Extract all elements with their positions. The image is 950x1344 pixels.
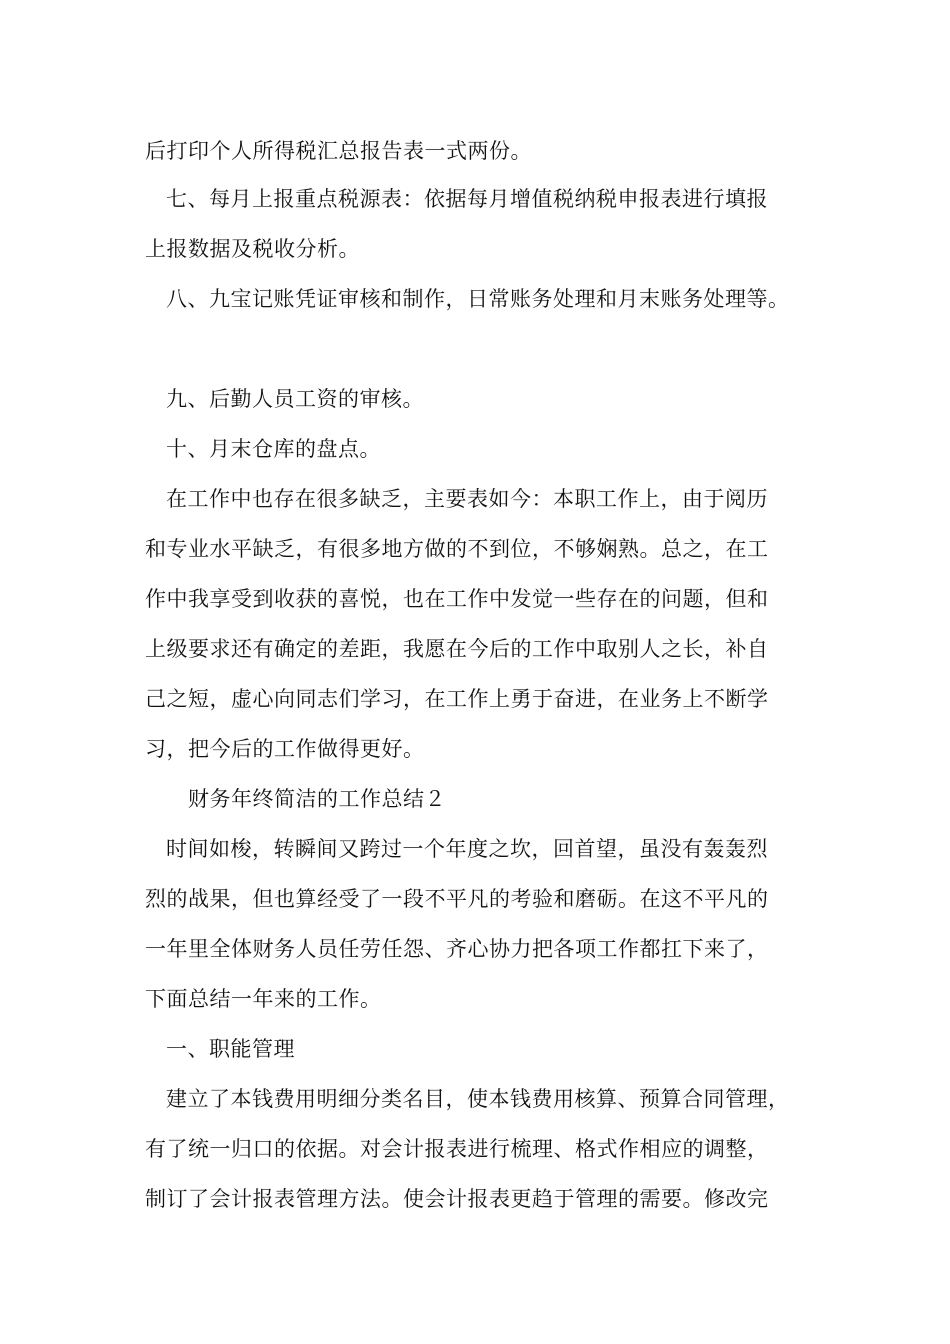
paragraph-line: 己之短，虚心向同志们学习，在工作上勇于奋进，在业务上不断学 bbox=[145, 687, 769, 711]
paragraph-line: 时间如梭，转瞬间又跨过一个年度之坎，回首望，虽没有轰轰烈 bbox=[166, 837, 768, 861]
paragraph-line: 一年里全体财务人员任劳任怨、齐心协力把各项工作都扛下来了， bbox=[145, 937, 769, 961]
paragraph-line: 九、后勤人员工资的审核。 bbox=[166, 387, 424, 411]
paragraph-line: 制订了会计报表管理方法。使会计报表更趋于管理的需要。修改完 bbox=[145, 1187, 769, 1211]
paragraph-line: 作中我享受到收获的喜悦，也在工作中发觉一些存在的问题，但和 bbox=[145, 587, 769, 611]
paragraph-line: 七、每月上报重点税源表：依据每月增值税纳税申报表进行填报 bbox=[166, 187, 768, 211]
section-title: 财务年终简洁的工作总结２ bbox=[188, 787, 446, 811]
paragraph-line: 上级要求还有确定的差距，我愿在今后的工作中取别人之长，补自 bbox=[145, 637, 769, 661]
paragraph-line: 有了统一归口的依据。对会计报表进行梳理、格式作相应的调整， bbox=[145, 1137, 769, 1161]
paragraph-line: 和专业水平缺乏，有很多地方做的不到位，不够娴熟。总之，在工 bbox=[145, 537, 769, 561]
paragraph-line: 在工作中也存在很多缺乏，主要表如今：本职工作上，由于阅历 bbox=[166, 487, 768, 511]
paragraph-line: 上报数据及税收分析。 bbox=[145, 237, 360, 261]
paragraph-line: 烈的战果，但也算经受了一段不平凡的考验和磨砺。在这不平凡的 bbox=[145, 887, 769, 911]
paragraph-line: 建立了本钱费用明细分类名目，使本钱费用核算、预算合同管理， bbox=[166, 1087, 790, 1111]
paragraph-line: 下面总结一年来的工作。 bbox=[145, 987, 382, 1011]
paragraph-line: 后打印个人所得税汇总报告表一式两份。 bbox=[145, 139, 532, 163]
paragraph-line: 八、九宝记账凭证审核和制作，日常账务处理和月末账务处理等。 bbox=[166, 287, 790, 311]
paragraph-line: 习，把今后的工作做得更好。 bbox=[145, 737, 425, 761]
paragraph-line: 十、月末仓库的盘点。 bbox=[166, 437, 381, 461]
subsection-title: 一、职能管理 bbox=[166, 1037, 295, 1061]
